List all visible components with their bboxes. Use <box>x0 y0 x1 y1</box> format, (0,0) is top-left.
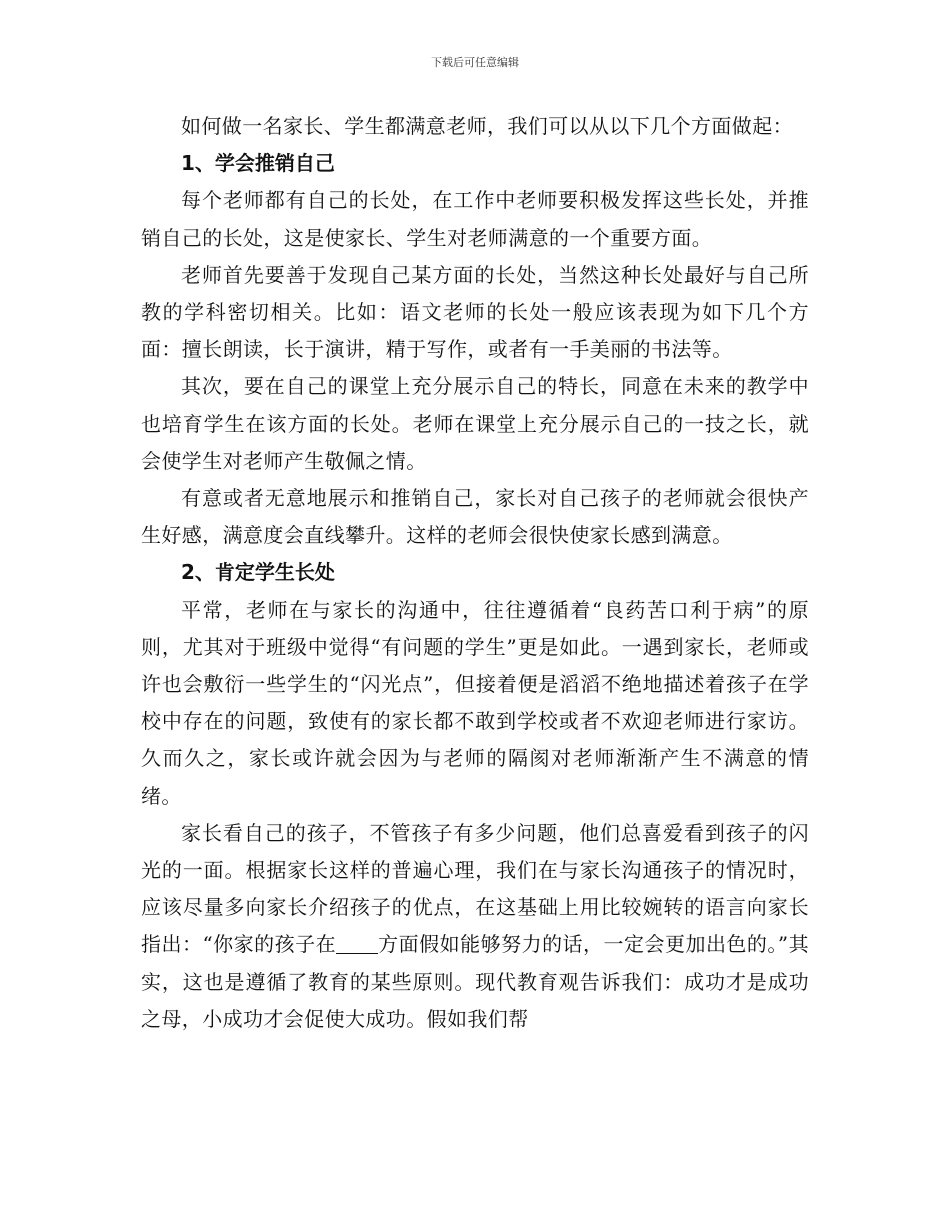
section1-paragraph-4: 有意或者无意地展示和推销自己，家长对自己孩子的老师就会很快产生好感，满意度会直线攀升。这样的老师会很快使家长感到满意。 <box>141 486 809 548</box>
paragraph-text-part-1: 家长看自己的孩子，不管孩子有多少问题，他们总喜爱看到孩子的闪光的一面。根据家长这样的普遍心理，我们在与家长沟通孩子的情况时，应该尽量多向家长介绍孩子的优点，在这基础上用比较婉转的语言向家长指出：“你家的孩子在 <box>141 820 809 957</box>
intro-paragraph: 如何做一名家长、学生都满意老师，我们可以从以下几个方面做起： <box>181 114 793 138</box>
page-header: 下载后可任意编辑 <box>431 56 519 69</box>
fill-in-blank <box>336 933 378 954</box>
paragraph-text-part-2: 方面假如能够努力的话，一定会更加出色的。”其实，这也是遵循了教育的某些原则。现代教育观告诉我们：成功才是成功之母，小成功才会促使大成功。假如我们帮 <box>141 932 809 1031</box>
section1-paragraph-1: 每个老师都有自己的长处，在工作中老师要积极发挥这些长处，并推销自己的长处，这是使家长、学生对老师满意的一个重要方面。 <box>141 188 809 250</box>
section-heading-2: 2、肯定学生长处 <box>181 560 335 585</box>
document-body <box>141 108 809 1038</box>
section2-paragraph-2 <box>141 815 809 1038</box>
section2-paragraph-1: 平常，老师在与家长的沟通中，往往遵循着“良药苦口利于病”的原则，尤其对于班级中觉得“有问题的学生”更是如此。一遇到家长，老师或许也会敷衍一些学生的“闪光点”，但接着便是滔滔不绝地描述着孩子在学校中存在的问题，致使有的家长都不敢到学校或者不欢迎老师进行家访。久而久之，家长或许就会因为与老师的隔阂对老师渐渐产生不满意的情绪。 <box>141 597 809 808</box>
section1-paragraph-2: 老师首先要善于发现自己某方面的长处，当然这种长处最好与自己所教的学科密切相关。比如：语文老师的长处一般应该表现为如下几个方面：擅长朗读，长于演讲，精于写作，或者有一手美丽的书法等。 <box>141 262 809 362</box>
section1-paragraph-3: 其次，要在自己的课堂上充分展示自己的特长，同意在未来的教学中也培育学生在该方面的长处。老师在课堂上充分展示自己的一技之长，就会使学生对老师产生敬佩之情。 <box>141 374 809 473</box>
section-heading-1: 1、学会推销自己 <box>181 151 335 176</box>
